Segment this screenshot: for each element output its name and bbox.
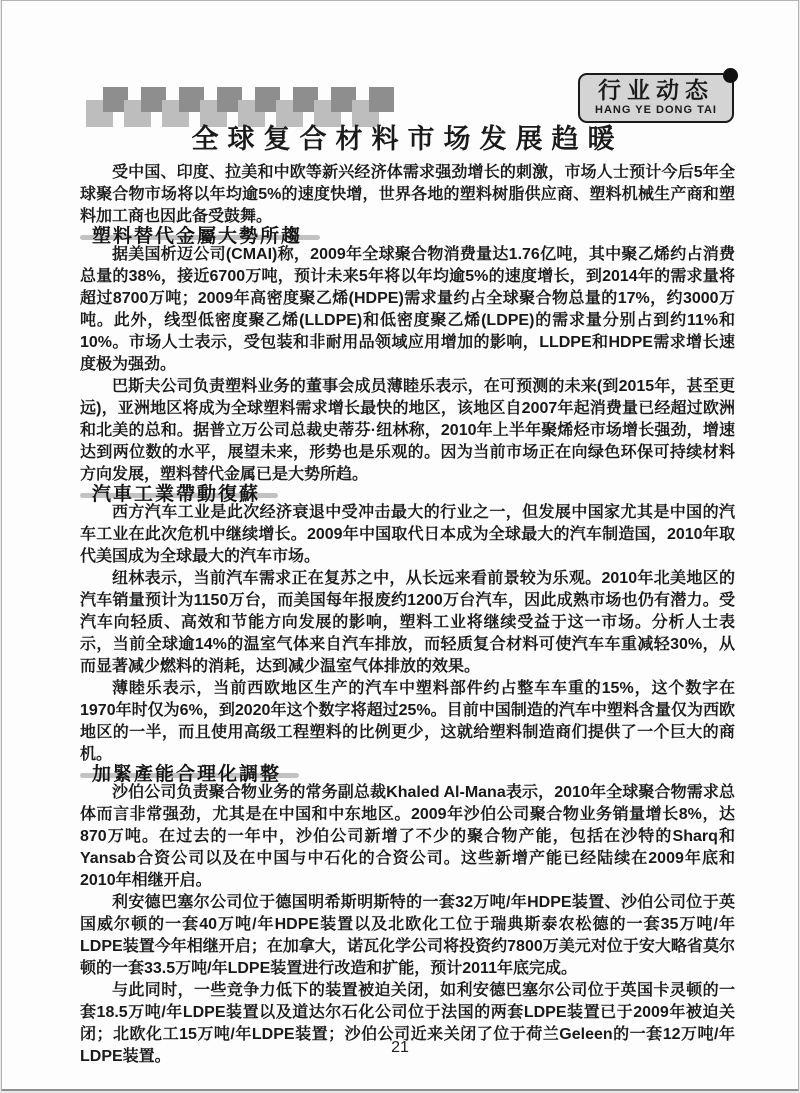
section-2-paragraph-3: 薄睦乐表示，当前西欧地区生产的汽车中塑料部件约占整车车重的15%，这个数字在1970年时仅为6%，到2020年这个数字将超过25%。目前中国制造的汽车中塑料含量仅为西欧地区的一半，而且使用高级工程塑料的比例更少，这就给塑料制造商们提供了一个巨大的商机。 (80, 680, 735, 763)
category-badge (578, 73, 734, 123)
section-2-paragraph-1: 西方汽车工业是此次经济衰退中受冲击最大的行业之一，但发展中国家尤其是中国的汽车工业在此次危机中继续增长。2009年中国取代日本成为全球最大的汽车制造国，2010年取代美国成为全球最大的汽车市场。 (80, 504, 735, 565)
badge-subtitle: HANG YE DONG TAI (595, 104, 717, 116)
section-3-paragraph-3: 与此同时，一些竞争力低下的装置被迫关闭，如利安德巴塞尔公司位于英国卡灵顿的一套18.5万吨/年LDPE装置以及道达尔石化公司位于法国的两套LDPE装置已于2009年被迫关闭；北欧化工15万吨/年LDPE装置；沙伯公司近来关闭了位于荷兰Geleen的一套12万吨/年LDPE装置。 (80, 982, 735, 1065)
article-title: 全球复合材料市场发展趋暖 (191, 124, 624, 154)
page-number: 21 (391, 1039, 409, 1056)
section-2-paragraph-2: 纽林表示，当前汽车需求正在复苏之中，从长远来看前景较为乐观。2010年北美地区的汽车销量预计为1150万台，而美国每年报废约1200万台汽车，因此成熟市场也仍有潜力。受汽车向轻质、高效和节能方向发展的影响，塑料工业将继续受益于这一市场。分析人士表示，当前全球逾14%的温室气体来自汽车排放，而轻质复合材料可使汽车车重减轻30%，从而显著减少燃料的消耗，达到减少温室气体排放的效果。 (80, 570, 735, 675)
section-heading-1: 塑料替代金屬大勢所趨 (80, 235, 320, 240)
section-3-paragraph-1: 沙伯公司负责聚合物业务的常务副总裁Khaled Al-Mana表示，2010年全球聚合物需求总体而言非常强劲，尤其是在中国和中东地区。2009年沙伯公司聚合物业务销量增长8%，达870万吨。在过去的一年中，沙伯公司新增了不少的聚合物产能，包括在沙特的Sharq和Yansab合资公司以及在中国与中石化的合资公司。这些新增产能已经陆续在2009年底和2010年相继开启。 (80, 784, 735, 889)
section-1-paragraph-2: 巴斯夫公司负责塑料业务的董事会成员薄睦乐表示，在可预测的未来(到2015年，甚至更远)，亚洲地区将成为全球塑料需求增长最快的地区，该地区自2007年起消费量已经超过欧洲和北美的总和。据普立万公司总裁史蒂芬·纽林称，2010年上半年聚烯烃市场增长强劲，增速达到两位数的水平，展望未来，形势也是乐观的。因为当前市场正在向绿色环保可持续材料方向发展，塑料替代金属已是大势所趋。 (80, 378, 735, 483)
section-heading-3: 加緊產能合理化調整 (80, 773, 299, 778)
intro-paragraph: 受中国、印度、拉美和中欧等新兴经济体需求强劲增长的刺激，市场人士预计今后5年全球聚合物市场将以年均逾5%的速度快增，世界各地的塑料树脂供应商、塑料机械生产商和塑料加工商也因此备受鼓舞。 (80, 164, 735, 225)
magazine-page (1, 0, 799, 1091)
section-heading-2: 汽車工業帶動復蘇 (80, 493, 278, 498)
badge-title: 行业动态 (598, 77, 714, 103)
section-1-paragraph-1: 据美国析迈公司(CMAI)称，2009年全球聚合物消费量达1.76亿吨，其中聚乙烯约占消费总量的38%，接近6700万吨，预计未来5年将以年均逾5%的速度增长，到2014年的需求量将超过8700万吨；2009年高密度聚乙烯(HDPE)需求量约占全球聚合物总量的17%，约3000万吨。此外，线型低密度聚乙烯(LLDPE)和低密度聚乙烯(LDPE)的需求量分别占到约11%和10%。市场人士表示，受包装和非耐用品领域应用增加的影响，LLDPE和HDPE需求增长速度极为强劲。 (80, 246, 735, 373)
article-body (80, 117, 735, 1068)
section-3-paragraph-2: 利安德巴塞尔公司位于德国明希斯明斯特的一套32万吨/年HDPE装置、沙伯公司位于英国威尔顿的一套40万吨/年HDPE装置以及北欧化工位于瑞典斯泰农松德的一套35万吨/年LDPE装置今年相继开启；在加拿大，诺瓦化学公司将投资约7800万美元对位于安大略省莫尔顿的一套33.5万吨/年LDPE装置进行改造和扩能，预计2011年底完成。 (80, 894, 735, 977)
badge-dot-icon (723, 68, 738, 83)
